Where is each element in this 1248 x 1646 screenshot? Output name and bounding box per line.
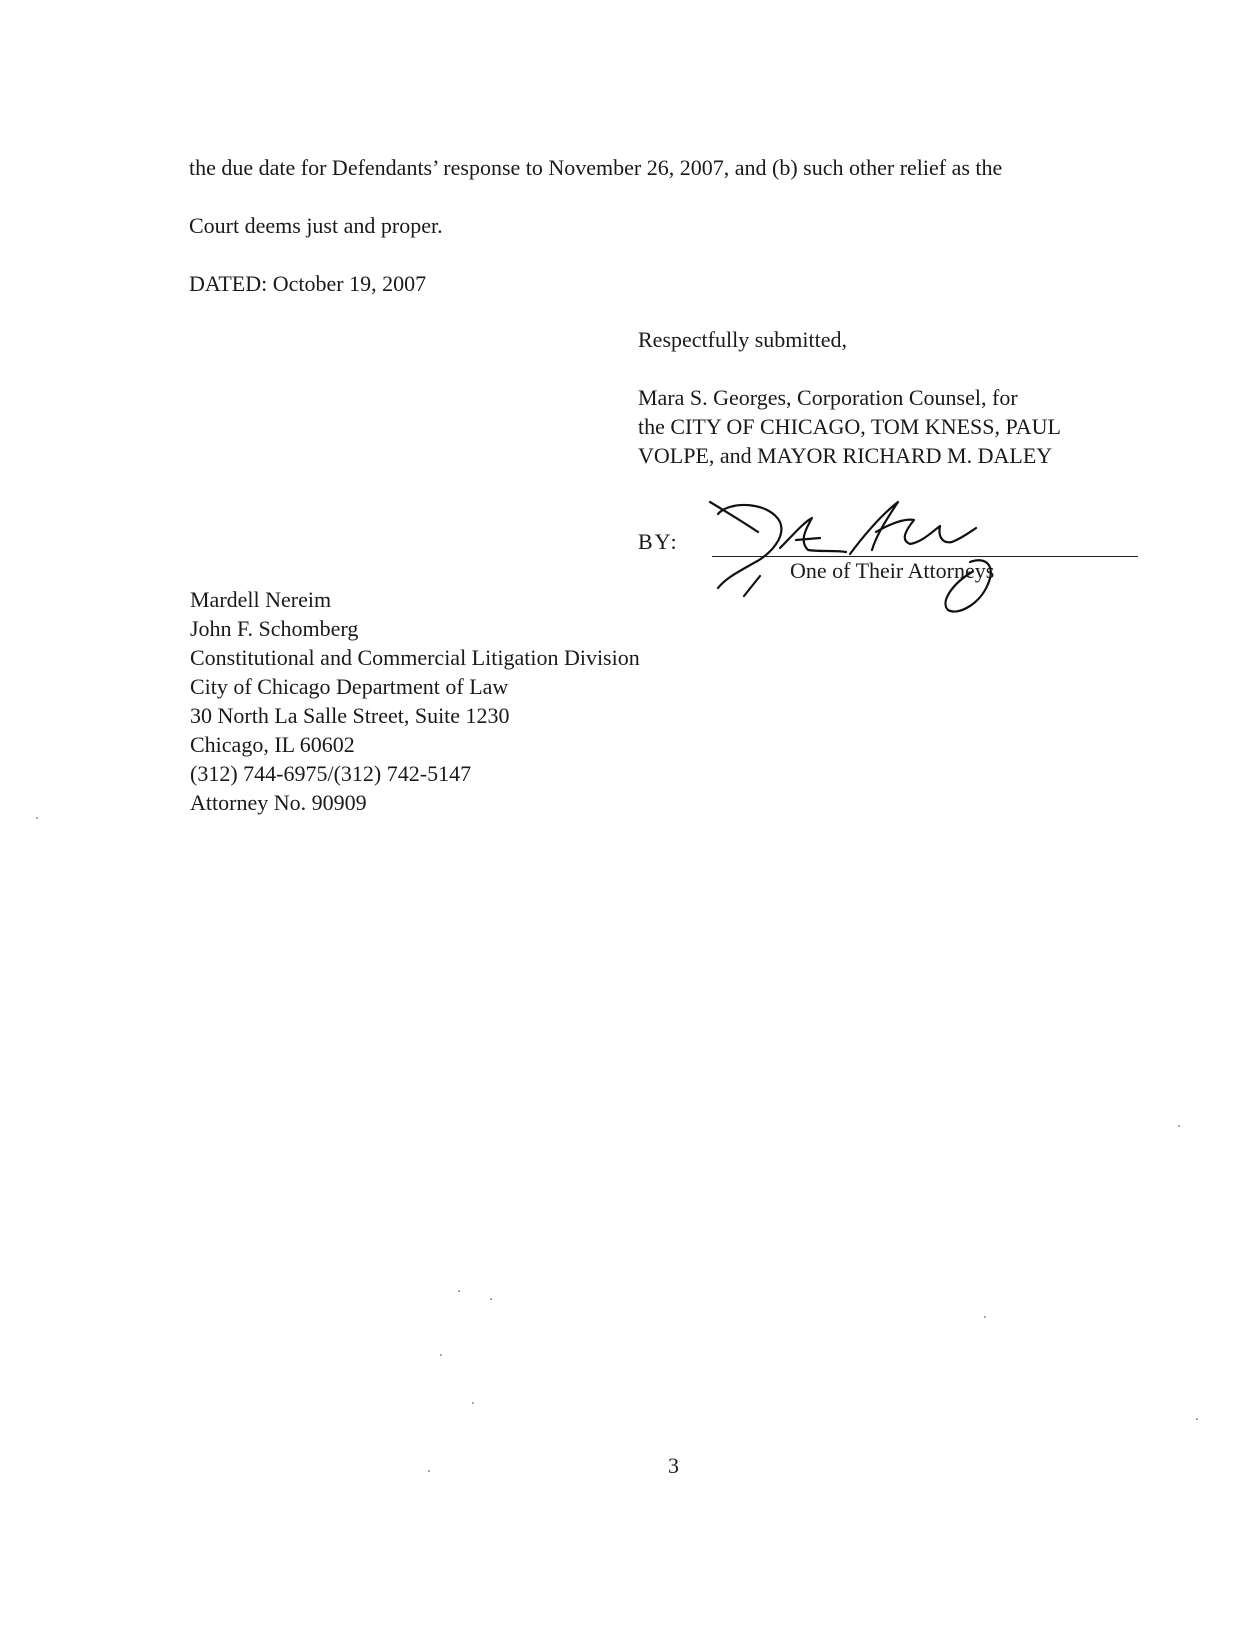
by-label: BY: <box>638 529 679 554</box>
attorney-line-5: 30 North La Salle Street, Suite 1230 <box>190 703 510 728</box>
counsel-line-1: Mara S. Georges, Corporation Counsel, for <box>638 385 1018 410</box>
scan-speck <box>36 817 38 819</box>
scan-speck <box>490 1298 492 1300</box>
attorney-block <box>190 585 640 817</box>
attorney-line-4: City of Chicago Department of Law <box>190 674 509 699</box>
respectfully-submitted: Respectfully submitted, <box>638 327 847 352</box>
scan-speck <box>458 1290 460 1292</box>
signature-caption: One of Their Attorneys <box>790 558 995 583</box>
attorney-line-3: Constitutional and Commercial Litigation Division <box>190 645 640 670</box>
attorney-line-1: Mardell Nereim <box>190 587 332 612</box>
scan-speck <box>1178 1125 1180 1127</box>
body-line-2: Court deems just and proper. <box>189 213 443 238</box>
attorney-line-8: Attorney No. 90909 <box>190 790 367 815</box>
scan-speck <box>428 1470 430 1472</box>
page-number: 3 <box>668 1453 679 1478</box>
scan-speck <box>984 1316 986 1318</box>
body-line-1: the due date for Defendants’ response to November 26, 2007, and (b) such other relief as the <box>189 155 1003 180</box>
dated-line: DATED: October 19, 2007 <box>189 271 427 296</box>
attorney-line-2: John F. Schomberg <box>190 616 359 641</box>
counsel-line-2: the CITY OF CHICAGO, TOM KNESS, PAUL <box>638 414 1061 439</box>
scan-speck <box>440 1354 442 1356</box>
counsel-block <box>638 383 1061 470</box>
attorney-line-6: Chicago, IL 60602 <box>190 732 355 757</box>
counsel-line-3: VOLPE, and MAYOR RICHARD M. DALEY <box>638 443 1053 468</box>
handwritten-signature <box>700 492 1040 632</box>
scan-speck <box>472 1402 474 1404</box>
attorney-line-7: (312) 744-6975/(312) 742-5147 <box>190 761 472 786</box>
scan-speck <box>1196 1418 1198 1420</box>
